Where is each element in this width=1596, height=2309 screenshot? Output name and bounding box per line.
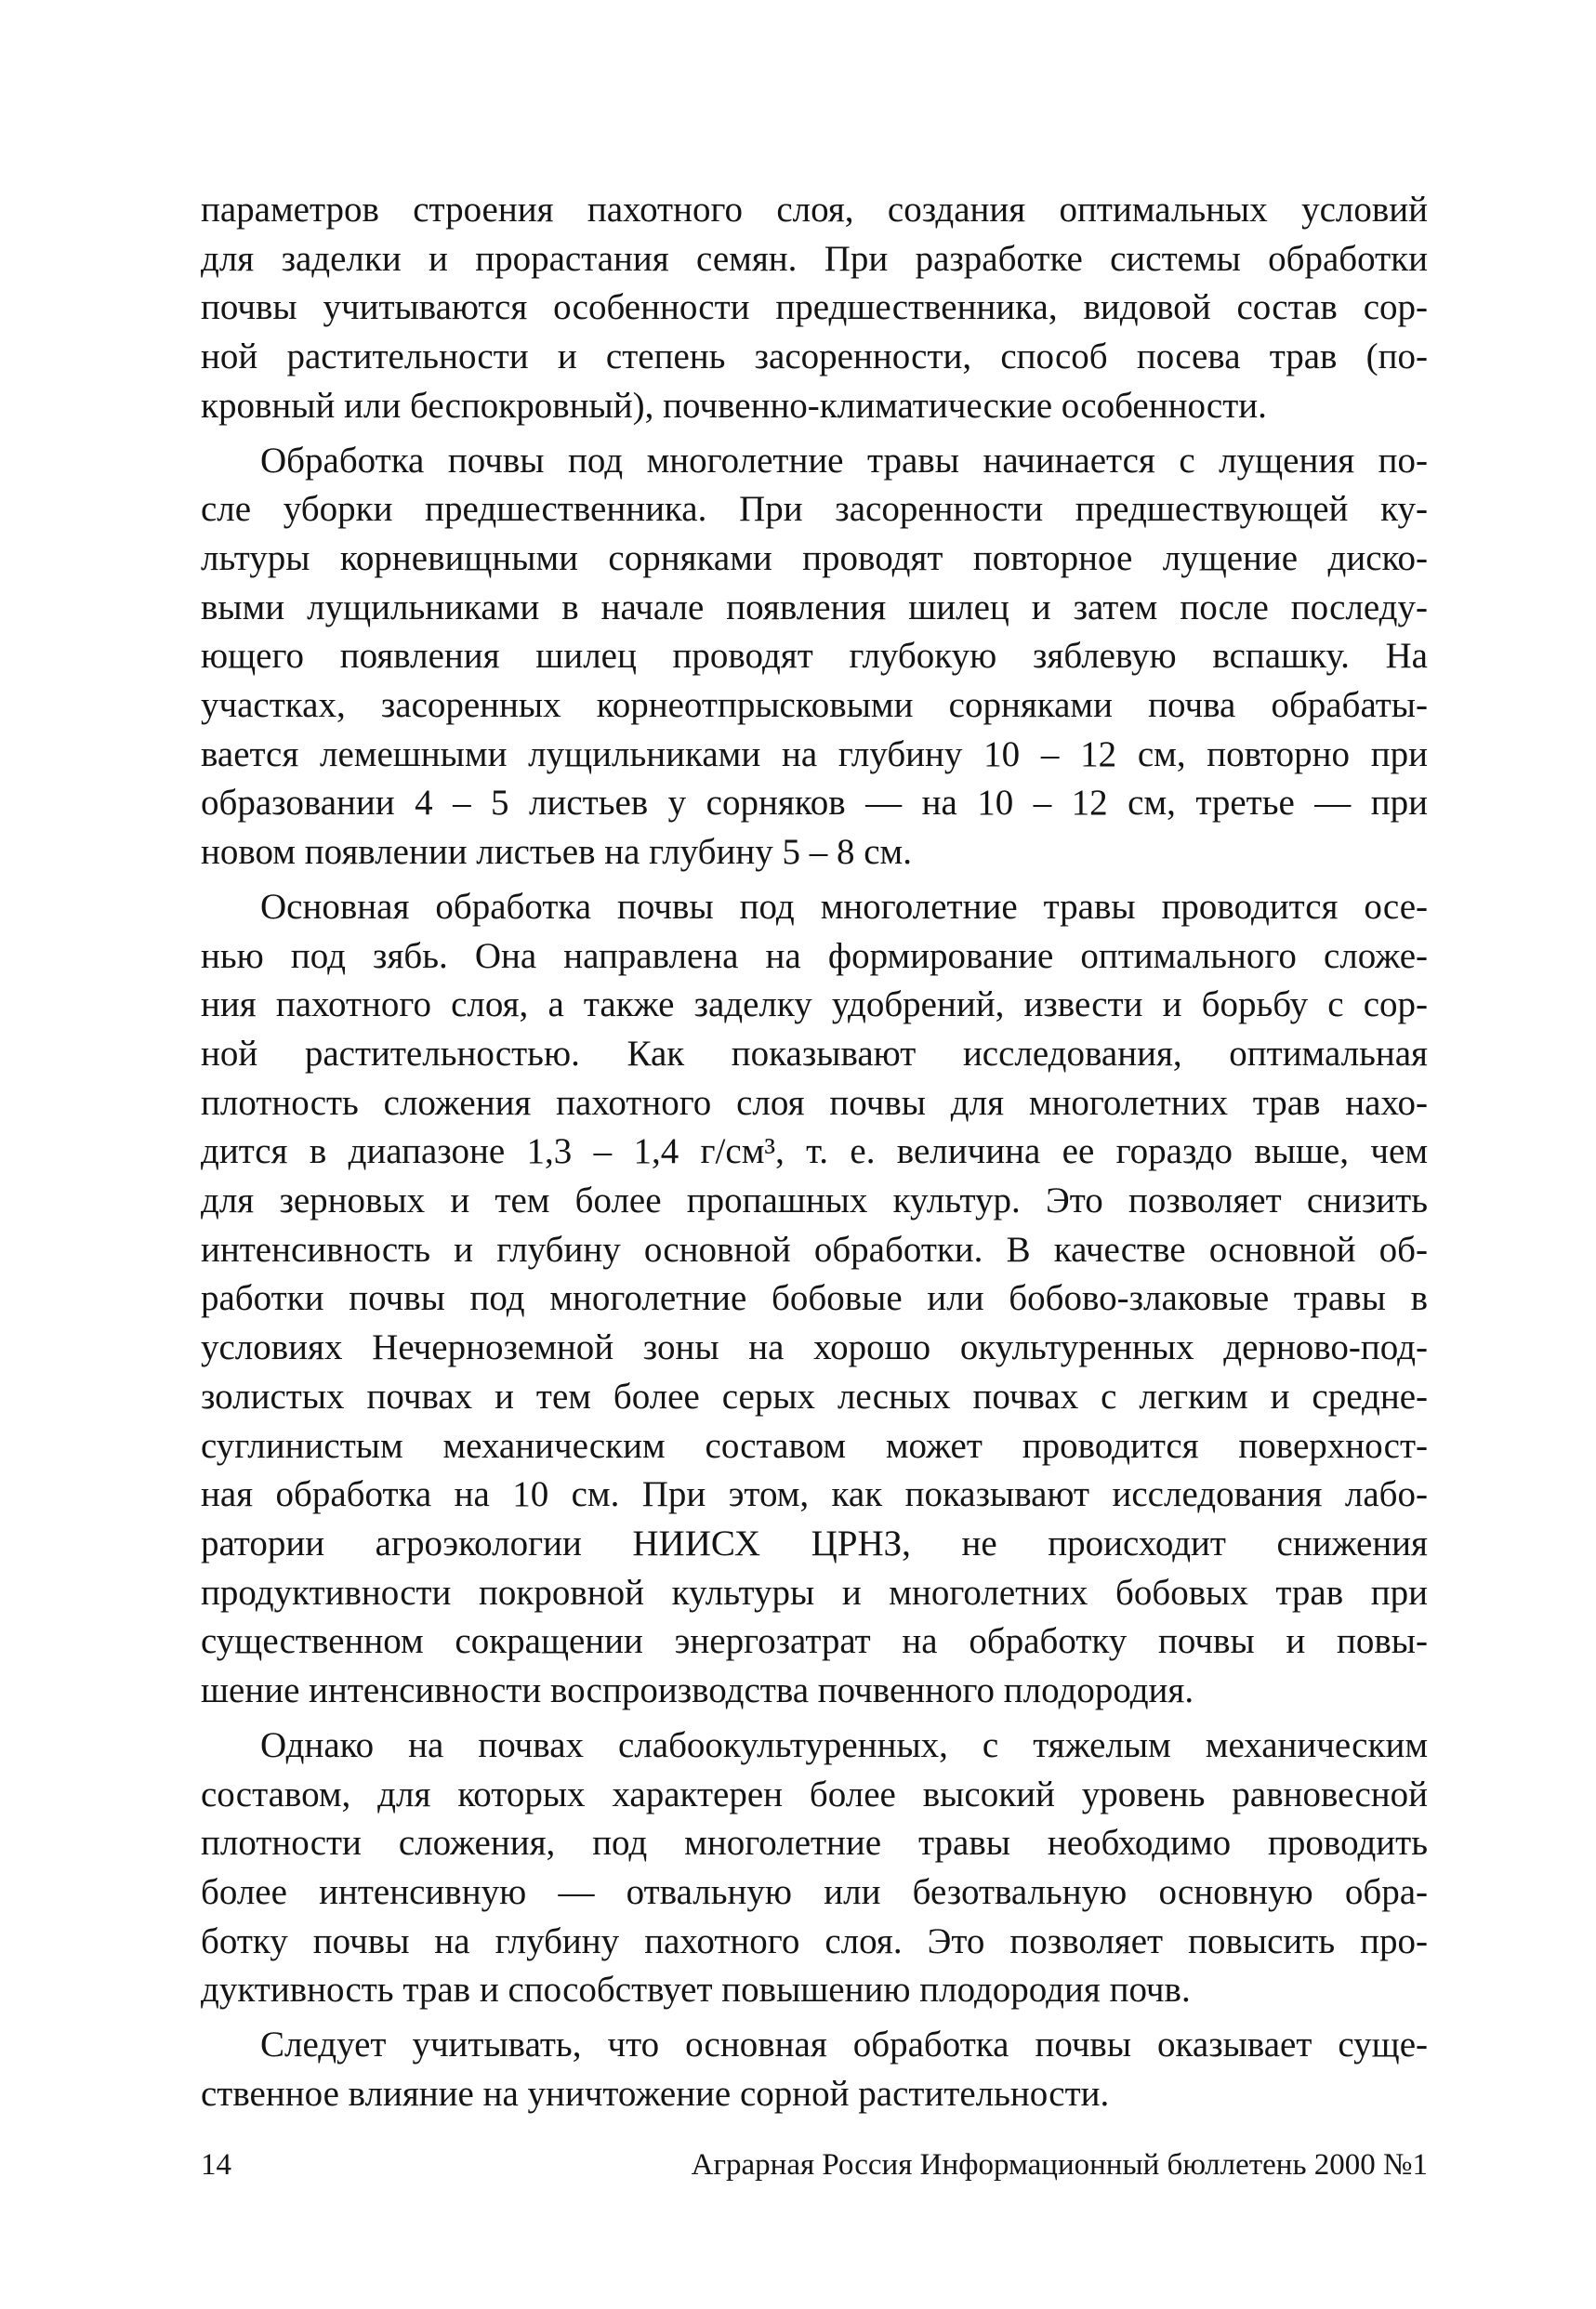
text-line: суглинистым механическим составом может проводится поверхност- <box>201 1425 1428 1466</box>
text-line: для заделки и прорастания семян. При разработке системы обработки <box>201 238 1428 279</box>
text-line: более интенсивную — отвальную или безотвальную основную обра- <box>201 1871 1428 1912</box>
paragraph-5 <box>201 2021 1428 2118</box>
text-line: ботку почвы на глубину пахотного слоя. Это позволяет повысить про- <box>201 1920 1428 1961</box>
text-line: продуктивности покровной культуры и многолетних бобовых трав при <box>201 1572 1428 1613</box>
page-footer <box>201 2144 1428 2186</box>
text-line: ная обработка на 10 см. При этом, как показывают исследования лабо- <box>201 1474 1428 1515</box>
text-line: кровный или беспокровный), почвенно-климатические особенности. <box>201 385 1267 426</box>
text-line: Обработка почвы под многолетние травы начинается с лущения по- <box>260 440 1428 481</box>
text-line: почвы учитываются особенности предшественника, видовой состав сор- <box>201 287 1428 328</box>
text-line: новом появлении листьев на глубину 5 – 8 см. <box>201 832 912 873</box>
text-line: шение интенсивности воспроизводства почвенного плодородия. <box>201 1670 1194 1711</box>
text-line: сле уборки предшественника. При засоренности предшествующей ку- <box>201 489 1428 530</box>
text-line: дится в диапазоне 1,3 – 1,4 г/см³, т. е. величина ее гораздо выше, чем <box>201 1131 1428 1172</box>
text-line: вается лемешными лущильниками на глубину 10 – 12 см, повторно при <box>201 733 1428 774</box>
text-line: золистых почвах и тем более серых лесных почвах с легким и средне- <box>201 1376 1428 1417</box>
journal-title: Аграрная Россия Информационный бюллетень 2000 №1 <box>691 2148 1428 2182</box>
paragraph-1 <box>201 186 1428 431</box>
body-text <box>201 186 1428 2118</box>
text-line: плотности сложения, под многолетние травы необходимо проводить <box>201 1823 1428 1864</box>
text-line: работки почвы под многолетние бобовые или бобово-злаковые травы в <box>201 1278 1428 1319</box>
text-line: ной растительностью. Как показывают исследования, оптимальная <box>201 1033 1428 1074</box>
text-line: существенном сокращении энергозатрат на обработку почвы и повы- <box>201 1621 1428 1662</box>
text-line: интенсивность и глубину основной обработки. В качестве основной об- <box>201 1229 1428 1270</box>
text-line: ной растительности и степень засоренности, способ посева трав (по- <box>201 336 1428 377</box>
text-line: ственное влияние на уничтожение сорной растительности. <box>201 2073 1110 2114</box>
text-line: Следует учитывать, что основная обработка почвы оказывает суще- <box>260 2025 1428 2065</box>
paragraph-2 <box>201 437 1428 877</box>
text-line: параметров строения пахотного слоя, создания оптимальных условий <box>201 190 1428 230</box>
text-line: Основная обработка почвы под многолетние травы проводится осе- <box>260 886 1428 927</box>
paragraph-4 <box>201 1722 1428 2015</box>
text-line: участках, засоренных корнеотпрысковыми сорняками почва обрабаты- <box>201 685 1428 726</box>
text-line: ратории агроэкологии НИИСХ ЦРНЗ, не происходит снижения <box>201 1523 1428 1564</box>
text-line: Однако на почвах слабоокультуренных, с тяжелым механическим <box>260 1724 1428 1765</box>
text-line: выми лущильниками в начале появления шилец и затем после последу- <box>201 587 1428 627</box>
text-line: дуктивность трав и способствует повышению плодородия почв. <box>201 1970 1191 2011</box>
text-line: ющего появления шилец проводят глубокую зяблевую вспашку. На <box>201 636 1428 677</box>
text-line: нью под зябь. Она направлена на формирование оптимального сложе- <box>201 935 1428 976</box>
page-number: 14 <box>201 2148 231 2182</box>
text-line: льтуры корневищными сорняками проводят повторное лущение диско- <box>201 537 1428 578</box>
text-line: образовании 4 – 5 листьев у сорняков — на 10 – 12 см, третье — при <box>201 783 1428 824</box>
text-line: ния пахотного слоя, а также заделку удобрений, извести и борьбу с сор- <box>201 984 1428 1025</box>
text-line: составом, для которых характерен более высокий уровень равновесной <box>201 1774 1428 1814</box>
paragraph-3 <box>201 883 1428 1716</box>
text-line: для зерновых и тем более пропашных культур. Это позволяет снизить <box>201 1181 1428 1221</box>
text-line: плотность сложения пахотного слоя почвы для многолетних трав нахо- <box>201 1082 1428 1123</box>
text-line: условиях Нечерноземной зоны на хорошо окультуренных дерново-под- <box>201 1327 1428 1368</box>
